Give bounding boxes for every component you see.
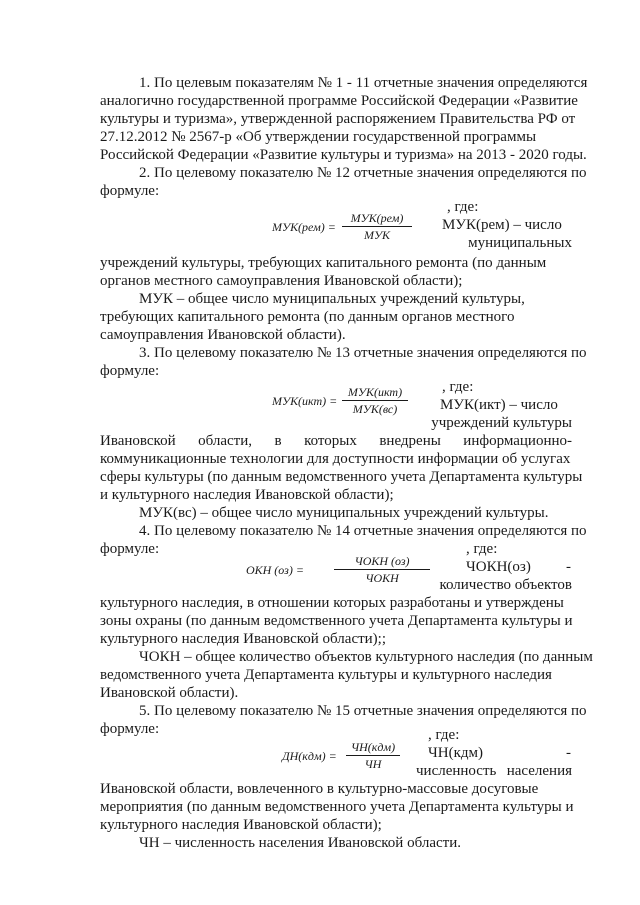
p2-line-2: формуле: (100, 183, 160, 199)
p3-line-4: коммуникационные технологии для доступности информации об услугах (100, 451, 571, 467)
p3-line-7: МУК(вс) – общее число муниципальных учреждений культуры. (139, 505, 549, 521)
p2-right-1: МУК(рем) – число (442, 217, 562, 233)
formula-fraction (346, 740, 400, 771)
where-label: , где: (447, 199, 479, 215)
formula-numerator: МУК(икт) (342, 385, 408, 401)
p5-right-1-dash: - (566, 745, 571, 761)
formula-numerator: ЧН(кдм) (346, 740, 400, 756)
p3-line-2: формуле: (100, 363, 160, 379)
p3-right-2: учреждений культуры (431, 415, 572, 431)
p3-line-6: и культурного наследия Ивановской области); (100, 487, 394, 503)
p1-line-5: Российской Федерации «Развитие культуры и туризма» на 2013 - 2020 годы. (100, 147, 587, 163)
formula-numerator: МУК(рем) (342, 211, 412, 227)
p4-right-1: ЧОКН(оз) (466, 559, 531, 575)
p2-line-6: требующих капитального ремонта (по данным органов местного (100, 309, 515, 325)
p5-line-5: культурного наследия Ивановской области); (100, 817, 382, 833)
where-label: , где: (442, 379, 474, 395)
formula-denominator: ЧОКН (365, 571, 399, 585)
p5-line-1: 5. По целевому показателю № 15 отчетные значения определяются по (139, 703, 587, 719)
p1-line-3: культуры и туризма», утвержденной распоряжением Правительства РФ от (100, 111, 576, 127)
p3-right-1: МУК(икт) – число (440, 397, 558, 413)
formula-numerator: ЧОКН (оз) (334, 554, 430, 570)
p5-right-2a: численность (416, 763, 497, 779)
where-label: , где: (428, 727, 460, 743)
p5-right-2b: населения (506, 763, 572, 779)
p5-right-1: ЧН(кдм) (428, 745, 483, 761)
p4-line-6: ЧОКН – общее количество объектов культурного наследия (по данным (139, 649, 593, 665)
p5-line-3: Ивановской области, вовлеченного в культурно-массовые досуговые (100, 781, 539, 797)
formula-denominator: ЧН (364, 757, 382, 771)
where-label: , где: (466, 541, 498, 557)
p2-line-5: МУК – общее число муниципальных учреждений культуры, (139, 291, 525, 307)
p3-line-3: Ивановской области, в которых внедрены информационно- (100, 433, 572, 449)
p4-right-2: количество объектов (439, 577, 572, 593)
formula-fraction (342, 385, 408, 416)
p5-line-4: мероприятия (по данным ведомственного учета Департамента культуры и (100, 799, 574, 815)
p4-line-4: зоны охраны (по данным ведомственного учета Департамента культуры и (100, 613, 573, 629)
p2-line-3: учреждений культуры, требующих капитального ремонта (по данным (100, 255, 547, 271)
p2-line-1: 2. По целевому показателю № 12 отчетные значения определяются по (139, 165, 587, 181)
formula-lhs: МУК(икт) = (272, 394, 338, 408)
formula-denominator: МУК(вс) (352, 402, 398, 416)
p3-line-5: сферы культуры (по данным ведомственного учета Департамента культуры (100, 469, 583, 485)
p3-line-1: 3. По целевому показателю № 13 отчетные значения определяются по (139, 345, 587, 361)
p4-line-8: Ивановской области). (100, 685, 239, 701)
p4-line-1: 4. По целевому показателю № 14 отчетные значения определяются по (139, 523, 587, 539)
p1-line-1: 1. По целевым показателям № 1 - 11 отчетные значения определяются (139, 75, 588, 91)
p4-line-2: формуле: (100, 541, 160, 557)
formula-denominator: МУК (363, 228, 391, 242)
p1-line-2: аналогично государственной программе Российской Федерации «Развитие (100, 93, 578, 109)
p5-line-2: формуле: (100, 721, 160, 737)
p2-line-7: самоуправления Ивановской области). (100, 327, 346, 343)
p1-line-4: 27.12.2012 № 2567-р «Об утверждении государственной программы (100, 129, 537, 145)
p2-right-2: муниципальных (468, 235, 572, 251)
formula-lhs: ДН(кдм) = (282, 749, 337, 763)
formula-fraction (342, 211, 412, 242)
formula-lhs: МУК(рем) = (272, 220, 336, 234)
p4-line-3: культурного наследия, в отношении которых разработаны и утверждены (100, 595, 564, 611)
p2-line-4: органов местного самоуправления Ивановской области); (100, 273, 463, 289)
p4-line-7: ведомственного учета Департамента культуры и культурного наследия (100, 667, 552, 683)
p4-line-5: культурного наследия Ивановской области);; (100, 631, 387, 647)
p5-line-6: ЧН – численность населения Ивановской области. (139, 835, 461, 851)
formula-lhs: ОКН (оз) = (246, 563, 304, 577)
p4-right-1-dash: - (566, 559, 571, 575)
